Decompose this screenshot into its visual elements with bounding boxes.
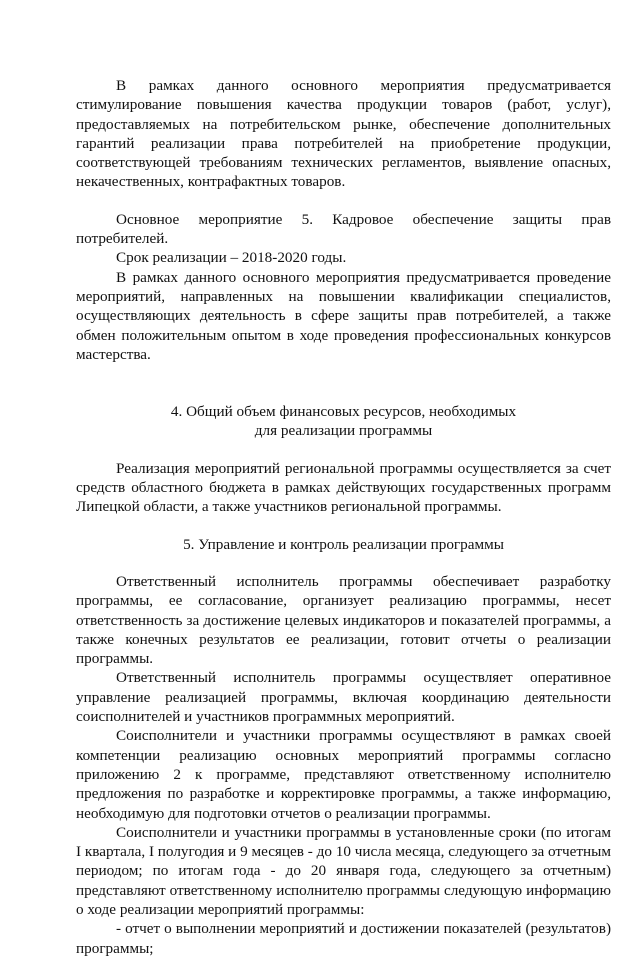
paragraph-implementation-period: Срок реализации – 2018-2020 годы. bbox=[116, 249, 347, 267]
paragraph-staff-training: В рамках данного основного мероприятия предусматривается проведение мероприятий, направленных на повышении квалификации специалистов, осуществляющих деятельность в сфере защиты прав потребителей, а также обмен положительным опытом в ходе проведения профессиональных конкурсов мастерства. bbox=[76, 268, 611, 363]
paragraph-reporting-deadlines: Соисполнители и участники программы в установленные сроки (по итогам I квартала, I полугодия и 9 месяцев - до 10 числа месяца, следующего за отчетным периодом; по итогам года - до 20 января года, следующего за отчетным) представляют ответственному исполнителю программы следующую информацию о ходе реализации мероприятий программы: bbox=[76, 823, 611, 918]
paragraph-responsible-executor: Ответственный исполнитель программы обеспечивает разработку программы, ее согласование, организует реализацию программы, несет ответственность за достижение целевых индикаторов и показателей программы, а также конечных результатов ее реализации, готовит отчеты о реализации программы. bbox=[76, 572, 611, 668]
section-heading-4-line-1: 4. Общий объем финансовых ресурсов, необходимых bbox=[170, 403, 517, 421]
spacer bbox=[76, 554, 611, 572]
paragraph-co-executors: Соисполнители и участники программы осуществляют в рамках своей компетенции реализацию основных мероприятий программы согласно приложению 2 к программе, представляют ответственному исполнителю предложения по разработке и корректировке программы, а также информацию, необходимую для подготовки отчетов о реализации программы. bbox=[76, 727, 611, 822]
spacer bbox=[76, 441, 611, 459]
paragraph-operational-management: Ответственный исполнитель программы осуществляет оперативное управление реализацией программы, включая координацию деятельности соисполнителей и участников программных мероприятий. bbox=[76, 669, 611, 726]
paragraph-main-activity-5: Основное мероприятие 5. Кадровое обеспечение защиты прав потребителей. bbox=[76, 210, 611, 248]
section-heading-5: 5. Управление и контроль реализации программы bbox=[183, 535, 504, 553]
section-heading-4-line-2: для реализации программы bbox=[254, 422, 433, 440]
spacer bbox=[76, 192, 611, 210]
paragraph-report-item: - отчет о выполнении мероприятий и достижении показателей (результатов) программы; bbox=[76, 920, 611, 957]
paragraph-financing: Реализация мероприятий региональной программы осуществляется за счет средств областного бюджета в рамках действующих государственных программ Липецкой области, а также участников региональной программы. bbox=[76, 459, 611, 516]
document-body bbox=[76, 76, 611, 958]
spacer bbox=[76, 364, 611, 402]
spacer bbox=[76, 517, 611, 535]
paragraph-quality-stimulation: В рамках данного основного мероприятия предусматривается стимулирование повышения качества продукции товаров (работ, услуг), предоставляемых на потребительском рынке, обеспечение дополнительных гарантий реализации права потребителей на приобретение продукции, соответствующей требованиям технических регламентов, выявление опасных, некачественных, контрафактных товаров. bbox=[76, 77, 611, 191]
